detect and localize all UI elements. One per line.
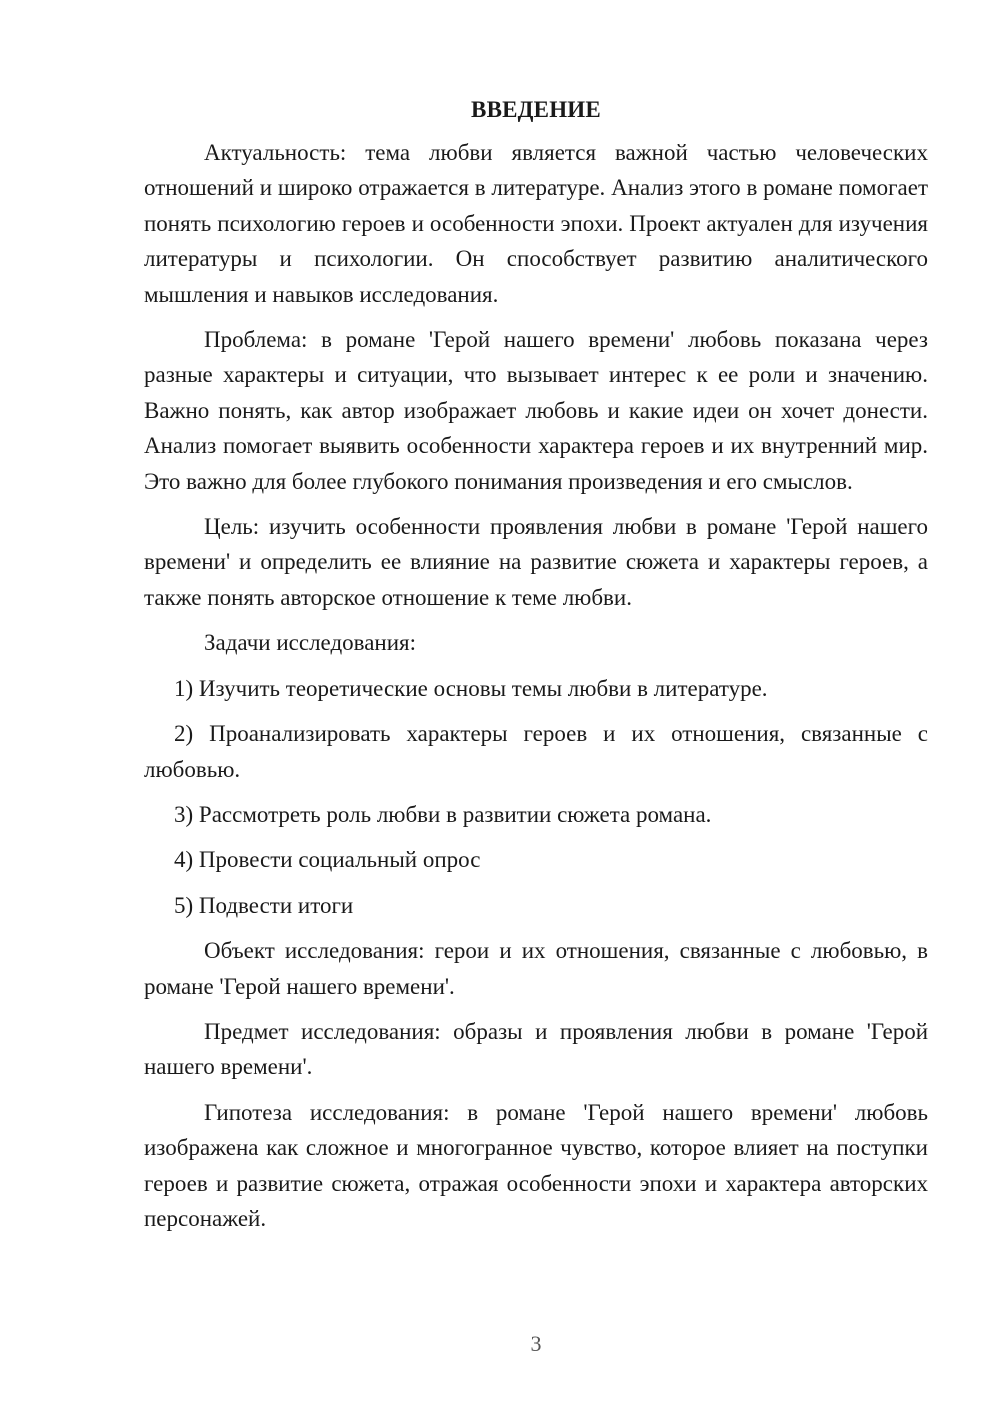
task-item-1: 1) Изучить теоретические основы темы любви в литературе. (174, 675, 768, 701)
document-body (144, 92, 928, 1246)
subject-paragraph: Предмет исследования: образы и проявления любви в романе 'Герой нашего времени'. (144, 1018, 928, 1080)
tasks-heading: Задачи исследования: (204, 630, 417, 656)
task-item-2: 2) Проанализировать характеры героев и их отношения, связанные с любовью. (144, 721, 928, 782)
page-title: ВВЕДЕНИЕ (471, 97, 601, 122)
task-item-4: 4) Провести социальный опрос (174, 847, 481, 873)
object-paragraph: Объект исследования: герои и их отношения, связанные с любовью, в романе 'Герой нашего времени'. (144, 938, 928, 999)
hypothesis-paragraph: Гипотеза исследования: в романе 'Герой нашего времени' любовь изображена как сложное и многогранное чувство, которое влияет на поступки героев и развитие сюжета, отражая особенности эпохи и характера авторских персонажей. (144, 1099, 928, 1231)
relevance-paragraph: Актуальность: тема любви является важной частью человеческих отношений и широко отражается в литературе. Анализ этого в романе помогает понять психологию героев и особенности эпохи. Проект актуален для изучения литературы и психологии. Он способствует развитию аналитического мышления и навыков исследования. (144, 140, 928, 307)
task-item-3: 3) Рассмотреть роль любви в развитии сюжета романа. (174, 801, 712, 827)
task-item-5: 5) Подвести итоги (174, 892, 354, 918)
problem-paragraph: Проблема: в романе 'Герой нашего времени' любовь показана через разные характеры и ситуации, что вызывает интерес к ее роли и значению. Важно понять, как автор изображает любовь и какие идеи он хочет донести. Анализ помогает выявить особенности характера героев и их внутренний мир. Это важно для более глубокого понимания произведения и его смыслов. (144, 327, 928, 494)
goal-paragraph: Цель: изучить особенности проявления любви в романе 'Герой нашего времени' и определить ее влияние на развитие сюжета и характеры героев, а также понять авторское отношение к теме любви. (144, 514, 928, 610)
page-number: 3 (530, 1331, 542, 1356)
